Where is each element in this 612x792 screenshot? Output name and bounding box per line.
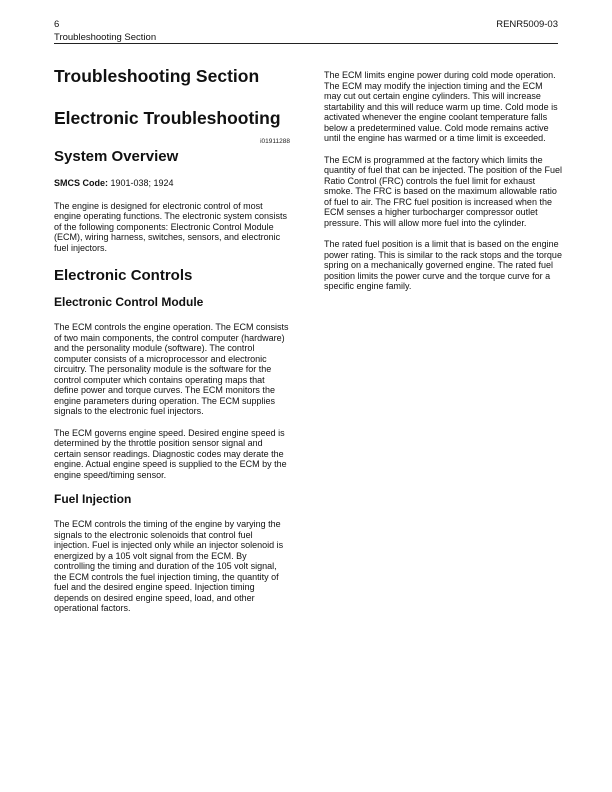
right-column [324, 70, 562, 292]
rated-fuel-paragraph: The rated fuel position is a limit that is based on the engine power rating. This is similar to the rack stops and the torque spring on a mechanically governed engine. The rated fuel position limits the power curve and the torque curve for a specific engine family. [324, 239, 562, 291]
document-id: RENR5009-03 [496, 19, 558, 30]
system-overview-heading: System Overview [54, 148, 179, 165]
ecm-heading: Electronic Control Module [54, 295, 204, 309]
electronic-controls-heading: Electronic Controls [54, 267, 193, 284]
overview-paragraph: The engine is designed for electronic control of most engine operating functions. The electronic system consists of the following components: Electronic Control Module (ECM), wiring harness, switches, sensors, and electronic fuel injectors. [54, 200, 287, 253]
page-number: 6 [54, 19, 60, 30]
left-column [54, 66, 290, 614]
header-divider [54, 43, 558, 44]
smcs-value: 1901-038; 1924 [108, 178, 174, 188]
ecm-paragraph-1: The ECM controls the engine operation. The ECM consists of two main components, the control computer (hardware) and the personality module (software). The control computer consists of a microprocessor and electronic circuitry. The personality module is the software for the control computer which contains operating maps that define power and torque curves. The ECM monitors the engine parameters during operation. The ECM supplies signals to the electronic fuel injectors. [54, 322, 289, 416]
smcs-code [54, 178, 290, 189]
ecm-paragraph-2: The ECM governs engine speed. Desired engine speed is determined by the throttle position sensor signal and certain sensor readings. Diagnostic codes may derate the engine. Actual engine speed is supplied to the ECM by the engine speed/timing sensor. [54, 427, 287, 480]
frc-paragraph: The ECM is programmed at the factory which limits the quantity of fuel that can be injected. The position of the Fuel Ratio Control (FRC) controls the fuel limit for exhaust smoke. The FRC is based on the maximum allowable ratio of fuel to air. The FRC fuel position is increased when the ECM senses a higher turbocharger compressor outlet pressure. This will allow more fuel into the cylinder. [324, 154, 562, 228]
running-header-section: Troubleshooting Section [54, 32, 157, 43]
section-title: Troubleshooting Section [54, 66, 260, 86]
smcs-label: SMCS Code: [54, 178, 108, 188]
chapter-title: Electronic Troubleshooting [54, 108, 281, 128]
fuel-injection-paragraph: The ECM controls the timing of the engine by varying the signals to the electronic solenoids that control fuel injection. Fuel is injected only while an injector solenoid is energized by a 105 volt signal from the ECM. By controlling the timing and duration of the 105 volt signal, the ECM controls the fuel injection timing, the quantity of fuel and the desired engine speed. Injection timing depends on desired engine speed, load, and other operational factors. [54, 519, 284, 613]
reference-id: i01911288 [260, 138, 290, 145]
fuel-injection-heading: Fuel Injection [54, 492, 132, 506]
cold-mode-paragraph: The ECM limits engine power during cold mode operation. The ECM may modify the injection timing and the ECM may cut out certain engine cylinders. This will increase startability and this will reduce warm up time. Cold mode is activated whenever the engine coolant temperature falls below a predetermined value. Cold mode remains active until the engine has warmed or a time limit is exceeded. [324, 70, 558, 143]
